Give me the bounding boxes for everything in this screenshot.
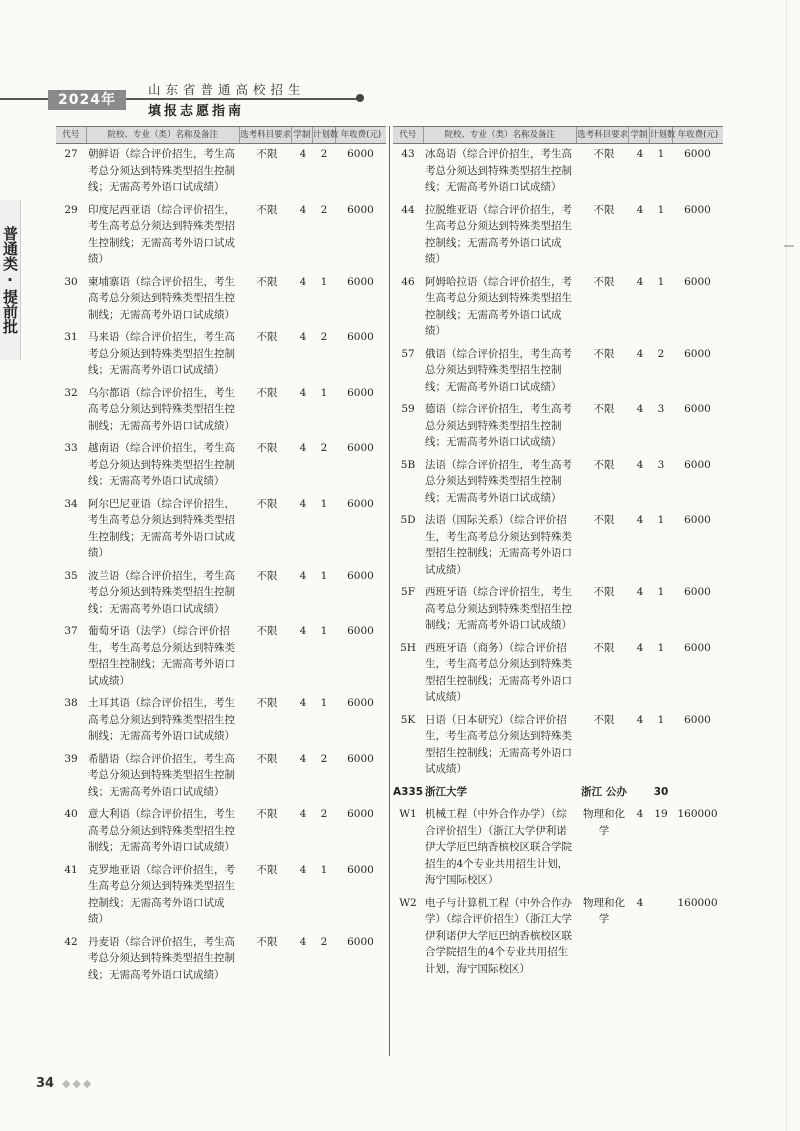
row-plan: 1 [657, 203, 665, 216]
row-requirement: 不限 [593, 148, 615, 160]
row-code: 59 [401, 403, 415, 415]
row-requirement: 不限 [256, 935, 278, 948]
row-requirement: 不限 [593, 403, 615, 415]
row-plan: 2 [320, 148, 328, 160]
row-fee: 6000 [347, 935, 374, 948]
header-requirement: 选考科目要求 [240, 127, 292, 143]
table-row [56, 860, 386, 928]
row-years: 4 [299, 497, 307, 510]
table-row [393, 510, 723, 578]
row-years: 4 [636, 458, 644, 471]
row-years: 4 [299, 442, 307, 454]
row-name: 阿尔巴尼亚语（综合评价招生，考生高考总分须达到特殊类型招生控制线；无需高考外语口试成绩） [88, 497, 235, 559]
row-name: 乌尔都语（综合评价招生，考生高考总分须达到特殊类型招生控制线；无需高考外语口试成绩） [88, 386, 235, 432]
row-plan: 3 [657, 458, 665, 471]
row-plan: 2 [320, 752, 328, 765]
table-row [393, 638, 723, 706]
row-requirement: 不限 [256, 386, 278, 399]
left-table-header [56, 126, 386, 144]
row-plan: 1 [657, 275, 665, 288]
row-years: 4 [299, 331, 307, 343]
table-row [56, 144, 386, 196]
row-requirement: 不限 [256, 497, 278, 510]
row-years: 4 [636, 403, 644, 415]
header-plan: 计划数 [650, 127, 673, 143]
row-name: 土耳其语（综合评价招生，考生高考总分须达到特殊类型招生控制线；无需高考外语口试成绩） [88, 697, 235, 742]
row-name: 法语（国际关系）（综合评价招生，考生高考总分须达到特殊类型招生控制线；无需高考外语口试成绩） [425, 514, 572, 576]
row-fee: 6000 [347, 203, 374, 216]
row-years: 4 [636, 713, 644, 726]
row-code: 40 [64, 808, 78, 820]
school-majors-body [393, 804, 723, 977]
row-code: 5K [400, 713, 416, 726]
row-years: 4 [299, 752, 307, 765]
row-fee: 160000 [677, 896, 718, 909]
school-years [630, 782, 650, 801]
row-code: 37 [64, 625, 78, 637]
header-fee: 年收费(元) [340, 130, 382, 140]
row-years: 4 [299, 863, 307, 876]
row-years: 4 [636, 896, 644, 909]
row-years: 4 [636, 203, 644, 216]
page-edge-line [786, 0, 787, 1131]
table-row [393, 710, 723, 778]
table-row [393, 399, 723, 451]
row-fee: 6000 [684, 203, 711, 216]
row-fee: 6000 [347, 497, 374, 510]
row-code: 29 [64, 203, 78, 216]
row-code: 30 [64, 275, 78, 288]
table-row [393, 144, 723, 196]
edge-tick-mark [784, 245, 794, 247]
table-row [56, 327, 386, 379]
row-code: 57 [401, 347, 415, 360]
row-years: 4 [299, 625, 307, 637]
row-requirement: 不限 [256, 808, 278, 820]
row-name: 阿姆哈拉语（综合评价招生，考生高考总分须达到特殊类型招生控制线；无需高考外语口试成绩） [425, 275, 572, 337]
row-plan: 1 [657, 641, 665, 654]
row-code: 44 [401, 203, 415, 216]
row-plan: 2 [320, 808, 328, 820]
row-fee: 6000 [684, 347, 711, 360]
row-years: 4 [636, 641, 644, 654]
right-table-body [393, 144, 723, 778]
row-plan: 2 [320, 442, 328, 454]
row-fee: 6000 [347, 386, 374, 399]
table-row [56, 804, 386, 856]
row-code: 38 [64, 697, 78, 709]
row-requirement: 不限 [256, 203, 278, 216]
table-row [56, 621, 386, 689]
row-code: W2 [399, 896, 417, 909]
row-requirement: 不限 [256, 275, 278, 288]
header-years: 学制 [629, 127, 650, 143]
row-years: 4 [636, 514, 644, 526]
row-requirement: 不限 [256, 569, 278, 582]
row-fee: 6000 [347, 863, 374, 876]
row-name: 西班牙语（综合评价招生，考生高考总分须达到特殊类型招生控制线；无需高考外语口试成绩） [425, 586, 572, 631]
table-row [56, 566, 386, 618]
row-plan: 1 [320, 386, 328, 399]
row-code: 33 [64, 442, 78, 454]
row-name: 西班牙语（商务）（综合评价招生，考生高考总分须达到特殊类型招生控制线；无需高考外语口试成绩） [425, 641, 572, 703]
row-requirement: 不限 [256, 752, 278, 765]
table-row [393, 455, 723, 507]
header-year: 2024年 [48, 90, 126, 110]
row-requirement: 不限 [593, 641, 615, 654]
row-fee: 6000 [347, 148, 374, 160]
school-name: 浙江大学 [425, 785, 467, 798]
row-requirement: 不限 [593, 713, 615, 726]
row-fee: 6000 [684, 148, 711, 160]
left-table-body [56, 144, 386, 983]
row-code: 31 [64, 331, 78, 343]
row-plan: 1 [320, 275, 328, 288]
row-years: 4 [299, 569, 307, 582]
row-years: 4 [299, 697, 307, 709]
row-years: 4 [299, 148, 307, 160]
header-code: 代号 [56, 127, 87, 143]
table-row [56, 494, 386, 562]
header-name: 院校、专业（类）名称及备注 [424, 127, 577, 143]
row-years: 4 [636, 808, 644, 820]
row-fee: 6000 [684, 713, 711, 726]
row-years: 4 [299, 386, 307, 399]
header-years: 学制 [292, 127, 313, 143]
row-name: 柬埔寨语（综合评价招生，考生高考总分须达到特殊类型招生控制线；无需高考外语口试成绩） [88, 275, 235, 321]
school-code: A335 [393, 785, 424, 798]
table-row [56, 693, 386, 745]
column-divider [389, 126, 390, 1056]
row-code: 32 [64, 386, 78, 399]
school-type: 浙江 公办 [581, 785, 627, 798]
school-fee [672, 782, 723, 801]
row-requirement: 不限 [256, 863, 278, 876]
row-plan: 1 [657, 713, 665, 726]
row-plan: 2 [657, 347, 665, 360]
row-fee: 160000 [677, 808, 718, 820]
row-plan: 1 [320, 863, 328, 876]
row-fee: 6000 [347, 697, 374, 709]
row-years: 4 [299, 203, 307, 216]
header-plan: 计划数 [313, 127, 336, 143]
row-code: 39 [64, 752, 78, 765]
right-table-header [393, 126, 723, 144]
row-requirement: 不限 [593, 586, 615, 598]
table-row [56, 383, 386, 435]
row-requirement: 不限 [593, 458, 615, 471]
row-fee: 6000 [684, 403, 711, 415]
row-fee: 6000 [684, 458, 711, 471]
table-row [56, 272, 386, 324]
row-code: 5H [400, 641, 416, 654]
row-plan: 3 [657, 403, 665, 415]
row-name: 丹麦语（综合评价招生，考生高考总分须达到特殊类型招生控制线；无需高考外语口试成绩） [88, 935, 235, 981]
row-name: 机械工程（中外合作办学）（综合评价招生）（浙江大学伊利诺伊大学厄巴纳香槟校区联合学院招生的4个专业共用招生计划，海宁国际校区） [425, 808, 572, 886]
row-plan: 2 [320, 935, 328, 948]
row-name: 法语（综合评价招生，考生高考总分须达到特殊类型招生控制线；无需高考外语口试成绩） [425, 458, 572, 504]
row-name: 马来语（综合评价招生，考生高考总分须达到特殊类型招生控制线；无需高考外语口试成绩） [88, 331, 235, 376]
row-name: 冰岛语（综合评价招生，考生高考总分须达到特殊类型招生控制线；无需高考外语口试成绩） [425, 148, 572, 193]
row-code: 43 [401, 148, 415, 160]
row-plan: 1 [320, 625, 328, 637]
table-row [56, 749, 386, 801]
row-code: 34 [64, 497, 78, 510]
school-row [393, 782, 723, 801]
row-fee: 6000 [347, 808, 374, 820]
row-name: 越南语（综合评价招生，考生高考总分须达到特殊类型招生控制线；无需高考外语口试成绩） [88, 442, 235, 487]
row-years: 4 [636, 275, 644, 288]
row-requirement: 不限 [593, 275, 615, 288]
row-plan: 2 [320, 203, 328, 216]
row-years: 4 [299, 808, 307, 820]
row-plan: 1 [320, 697, 328, 709]
row-fee: 6000 [684, 514, 711, 526]
table-row [393, 804, 723, 889]
row-fee: 6000 [347, 442, 374, 454]
row-plan: 2 [320, 331, 328, 343]
row-fee: 6000 [347, 569, 374, 582]
row-requirement: 不限 [593, 514, 615, 526]
row-plan: 1 [320, 569, 328, 582]
row-fee: 6000 [347, 752, 374, 765]
header-fee: 年收费(元) [677, 130, 719, 140]
row-plan: 1 [320, 497, 328, 510]
row-name: 朝鲜语（综合评价招生，考生高考总分须达到特殊类型招生控制线；无需高考外语口试成绩） [88, 148, 235, 193]
row-name: 克罗地亚语（综合评价招生，考生高考总分须达到特殊类型招生控制线；无需高考外语口试成绩） [88, 863, 235, 925]
row-name: 希腊语（综合评价招生，考生高考总分须达到特殊类型招生控制线；无需高考外语口试成绩） [88, 752, 235, 798]
row-code: 5F [401, 586, 415, 598]
row-name: 波兰语（综合评价招生，考生高考总分须达到特殊类型招生控制线；无需高考外语口试成绩） [88, 569, 235, 615]
row-fee: 6000 [684, 641, 711, 654]
row-requirement: 物理和化学 [583, 808, 625, 837]
row-requirement: 不限 [256, 331, 278, 343]
row-years: 4 [299, 935, 307, 948]
row-name: 俄语（综合评价招生，考生高考总分须达到特殊类型招生控制线；无需高考外语口试成绩） [425, 347, 572, 393]
table-row [56, 200, 386, 268]
section-side-tab: 普通类·提前批 [0, 200, 21, 360]
row-requirement: 不限 [256, 148, 278, 160]
row-code: 41 [64, 863, 78, 876]
row-code: 42 [64, 935, 78, 948]
row-requirement: 不限 [256, 625, 278, 637]
left-column-table [56, 126, 386, 987]
row-code: 27 [64, 148, 78, 160]
row-code: 46 [401, 275, 415, 288]
row-plan: 1 [657, 514, 665, 526]
row-code: 5B [400, 458, 416, 471]
page-header [0, 78, 800, 118]
table-row [393, 344, 723, 396]
row-years: 4 [636, 347, 644, 360]
row-name: 德语（综合评价招生，考生高考总分须达到特殊类型招生控制线；无需高考外语口试成绩） [425, 403, 572, 448]
table-row [393, 893, 723, 978]
row-fee: 6000 [684, 586, 711, 598]
row-fee: 6000 [347, 275, 374, 288]
row-fee: 6000 [347, 625, 374, 637]
row-years: 4 [636, 148, 644, 160]
row-requirement: 物理和化学 [583, 896, 625, 925]
row-code: 35 [64, 569, 78, 582]
table-row [393, 200, 723, 268]
row-fee: 6000 [347, 331, 374, 343]
header-code: 代号 [393, 127, 424, 143]
row-code: 5D [400, 514, 416, 526]
row-name: 拉脱维亚语（综合评价招生，考生高考总分须达到特殊类型招生控制线；无需高考外语口试成绩） [425, 203, 572, 265]
page-number: 34 [36, 1076, 55, 1091]
header-title-top: 山东省普通高校招生 [148, 82, 306, 97]
header-name: 院校、专业（类）名称及备注 [87, 127, 240, 143]
row-plan: 1 [657, 586, 665, 598]
row-plan: 1 [657, 148, 665, 160]
row-name: 电子与计算机工程（中外合作办学）（综合评价招生）（浙江大学伊利诺伊大学厄巴纳香槟校区联合学院招生的4个专业共用招生计划，海宁国际校区） [425, 896, 572, 975]
row-code: W1 [399, 808, 417, 820]
header-dot-ornament [356, 94, 364, 102]
row-requirement: 不限 [593, 347, 615, 360]
row-requirement: 不限 [593, 203, 615, 216]
row-name: 葡萄牙语（法学）（综合评价招生，考生高考总分须达到特殊类型招生控制线；无需高考外语口试成绩） [88, 625, 235, 687]
row-requirement: 不限 [256, 442, 278, 454]
row-name: 日语（日本研究）（综合评价招生，考生高考总分须达到特殊类型招生控制线；无需高考外语口试成绩） [425, 713, 572, 775]
row-name: 意大利语（综合评价招生，考生高考总分须达到特殊类型招生控制线；无需高考外语口试成绩） [88, 808, 235, 853]
row-plan [650, 893, 672, 978]
school-plan: 30 [653, 785, 669, 798]
header-requirement: 选考科目要求 [577, 127, 629, 143]
right-column-table [393, 126, 723, 981]
row-name: 印度尼西亚语（综合评价招生，考生高考总分须达到特殊类型招生控制线；无需高考外语口试成绩） [88, 203, 235, 265]
row-years: 4 [299, 275, 307, 288]
row-fee: 6000 [684, 275, 711, 288]
page-number-ornament: ◆◆◆ [62, 1077, 94, 1090]
row-requirement: 不限 [256, 697, 278, 709]
table-row [56, 438, 386, 490]
header-title-bottom: 填报志愿指南 [148, 104, 245, 119]
table-row [393, 272, 723, 340]
table-row [56, 932, 386, 984]
table-row [393, 582, 723, 634]
row-plan: 19 [654, 808, 668, 820]
row-years: 4 [636, 586, 644, 598]
